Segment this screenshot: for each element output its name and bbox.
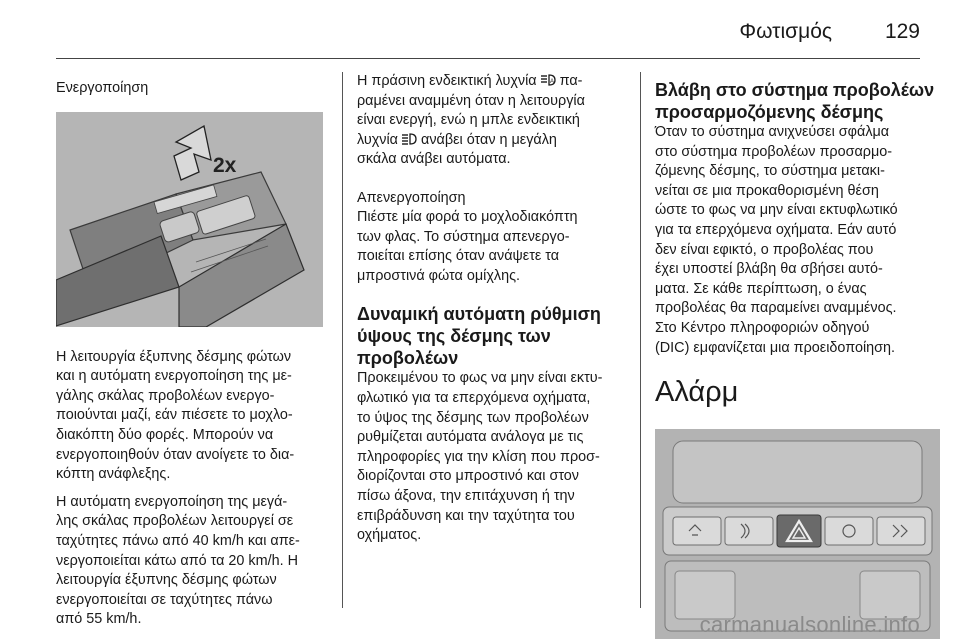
text-line: σκάλα ανάβει αυτόματα. <box>357 151 511 168</box>
column-divider-2 <box>640 72 641 608</box>
text-line: Στο Κέντρο πληροφοριών οδηγού <box>655 319 870 336</box>
text-line: ματα. Σε κάθε περίπτωση, ο ένας <box>655 280 867 297</box>
watermark: carmanualsonline.info <box>699 612 920 637</box>
svg-text:A: A <box>549 79 554 85</box>
text-line: Η αυτόματη ενεργοποίηση της μεγά‐ <box>56 493 288 510</box>
text-line: είναι ενεργή, ενώ η μπλε ενδεικτική <box>357 112 580 129</box>
text-line: νεργοποιείται κάτω από τα 20 km/h. Η <box>56 552 299 569</box>
text-line: ενεργοποιείται σε ταχύτητες πάνω <box>56 591 273 608</box>
column-1 <box>56 72 328 630</box>
paragraph-deactivation <box>357 208 625 286</box>
text-line: διακόπτη δύο φορές. Μπορούν να <box>56 426 274 443</box>
high-beam-indicator-icon <box>402 133 417 145</box>
turn-signal-lever-illustration <box>56 112 323 327</box>
page-number: 129 <box>884 20 920 43</box>
paragraph-dynamic-leveling <box>357 369 625 545</box>
text-span: Η πράσινη ενδεικτική λυχνία <box>357 73 537 89</box>
text-line: ρυθμίζεται αυτόματα ανάλογα με τις <box>357 429 584 446</box>
text-line: το ύψος της δέσμης των προβολέων <box>357 409 589 426</box>
text-line <box>357 131 625 151</box>
press-twice-label: 2x <box>213 153 237 177</box>
section-title-hazard: Αλάρμ <box>655 376 739 409</box>
text-line: Όταν το σύστημα ανιχνεύσει σφάλμα <box>655 124 890 140</box>
text-line: Πιέστε μία φορά το μοχλοδιακόπτη <box>357 208 578 225</box>
section-heading-activation: Ενεργοποίηση <box>56 80 149 96</box>
running-title: Φωτισμός <box>739 20 832 43</box>
text-line <box>357 72 625 92</box>
heading-line: Δυναμική αυτόματη ρύθμιση <box>357 304 601 325</box>
text-line: Προκειμένου το φως να μην είναι εκτυ‐ <box>357 370 603 387</box>
heading-line: ύψους της δέσμης των <box>357 326 551 347</box>
lever-drawing <box>56 112 323 327</box>
text-span: λυχνία <box>357 131 398 148</box>
text-line: προβολέας θα παραμείνει αναμμένος. <box>655 300 897 317</box>
hazard-switch-illustration <box>655 429 940 639</box>
text-line: φλωτικό για τα επερχόμενα οχήματα, <box>357 389 591 406</box>
text-line: διορίζονται στο μπροστινό και στον <box>357 468 579 485</box>
heading-line: προσαρμοζόμενης δέσμης <box>655 102 884 122</box>
text-line: λειτουργία έξυπνης δέσμης φώτων <box>56 572 277 589</box>
text-line: και η αυτόματη ενεργοποίηση της με‐ <box>56 368 292 385</box>
column-2 <box>357 72 625 546</box>
text-line: για τα επερχόμενα οχήματα. Εάν αυτό <box>655 221 897 238</box>
text-line: ποιούνται μαζί, εάν πιέσετε το μοχλο‐ <box>56 407 293 424</box>
column-3 <box>655 72 940 639</box>
auto-high-beam-indicator-icon <box>541 74 556 86</box>
text-span: ανάβει όταν η μεγάλη <box>421 131 557 148</box>
text-line: ώστε το φως να μην είναι εκτυφλωτικό <box>655 202 898 219</box>
text-span: πα‐ <box>559 73 583 89</box>
text-line: κόπτη ανάφλεξης. <box>56 466 171 483</box>
text-line: δεν είναι εφικτό, ο προβολέας που <box>655 241 874 258</box>
text-line: ενεργοποιηθούν όταν ανοίγετε το δια‐ <box>56 446 295 463</box>
text-line: πίσω άξονα, την επιτάχυνση ή την <box>357 487 575 504</box>
text-line: στο σύστημα προβολέων προσαρμο‐ <box>655 143 893 160</box>
text-line: γάλης σκάλας προβολέων ενεργο‐ <box>56 387 275 404</box>
text-line: νείται σε μια προκαθορισμένη θέση <box>655 182 879 199</box>
heading-line: προβολέων <box>357 348 459 369</box>
column-divider-1 <box>342 72 343 608</box>
text-line: Η λειτουργία έξυπνης δέσμης φώτων <box>56 348 292 365</box>
paragraph-indicator-lamps <box>357 72 625 170</box>
heading-line: Βλάβη στο σύστημα προβολέων <box>655 80 935 100</box>
heading-dynamic-leveling <box>357 303 625 369</box>
text-line: πληροφορίες για την κλίση που προσ‐ <box>357 448 600 465</box>
text-line: ζόμενης δέσμης, το σύστημα μετακι‐ <box>655 163 885 180</box>
text-line: οχήματος. <box>357 527 422 544</box>
text-line: ταχύτητες πάνω από 40 km/h και απε‐ <box>56 532 300 549</box>
text-line: λης σκάλας προβολέων λειτουργεί σε <box>56 513 294 530</box>
paragraph-speed-thresholds <box>56 493 328 630</box>
heading-adaptive-fault <box>655 79 940 123</box>
text-line: επιβράδυνση και την ταχύτητα του <box>357 507 575 524</box>
text-line: των φλας. Το σύστημα απενεργο‐ <box>357 228 570 245</box>
text-line: ραμένει αναμμένη όταν η λειτουργία <box>357 92 585 109</box>
text-line: μπροστινά φώτα ομίχλης. <box>357 267 521 284</box>
text-line: από 55 km/h. <box>56 611 142 628</box>
header-rule <box>56 58 920 59</box>
subheading-deactivation: Απενεργοποίηση <box>357 189 466 206</box>
paragraph-activation <box>56 348 328 485</box>
console-drawing <box>655 429 940 639</box>
paragraph-adaptive-fault <box>655 123 940 358</box>
text-line: έχει υποστεί βλάβη θα σβήσει αυτό‐ <box>655 261 883 278</box>
text-line: (DIC) εμφανίζεται μια προειδοποίηση. <box>655 339 896 356</box>
text-line: ποιείται επίσης όταν ανάψετε τα <box>357 248 560 265</box>
